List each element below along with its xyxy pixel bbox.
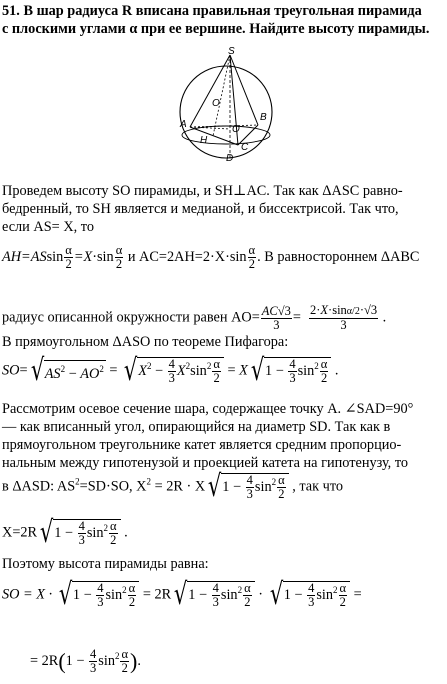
problem-number: 51.: [2, 3, 20, 19]
label-D: D: [226, 153, 234, 162]
text-line-3: если AS= X, то: [2, 219, 95, 235]
edge-SA: [190, 55, 230, 127]
final-eq2: = 2R: [142, 586, 172, 603]
asd-mid: =SD·SO, X: [79, 478, 147, 495]
sphere-pyramid-figure: [178, 47, 274, 162]
text-line-1: Проведем высоту SO пирамиды, и SH⊥AC. Так как ΔASC равно-: [2, 183, 403, 199]
asd-mid2: = 2R · X: [151, 478, 206, 495]
x-pre: X=2R: [2, 524, 38, 541]
problem-text-1: В шар радиуса R вписана правильная треугольная пирамида: [23, 3, 422, 19]
formula-asd: в ΔASD: $AS^2=SD\cdot SO$, $X^2 = 2R \cdot X√1$ − $\frac{4}{3}$ $\sin^2$ $\frac{\alpha}{2}$ , так что: [2, 469, 344, 504]
text-line-axial-4: нальным между гипотенузой и проекцией катета на гипотенузу, то: [2, 455, 409, 471]
formula-final-2: = 2R(1 − $\frac{4}{3}$ $\sin^2$ $\frac{\alpha}{2}$ ).: [30, 647, 141, 675]
text-line-pythagoras: В прямоугольном ΔASO по теореме Пифагора:: [2, 334, 289, 350]
asd-tail: , так что: [292, 478, 344, 495]
formula-final-1: SO = X · √1 − $\frac{4}{3}$ $\sin^2$ $\frac{\alpha}{2}$ = 2R√1 − $\frac{4}{3}$ $\sin^2$ $\frac{\alpha}{2}$ · √1 − $\frac{4}{3}$ $\sin^2$ $\frac{\alpha}{2}$ =: [2, 577, 362, 612]
problem-line-1: [2, 3, 422, 20]
formula-ac-text: и AC=2AH=2·X·sin: [127, 248, 247, 265]
final-last-pre: = 2R: [30, 652, 59, 669]
label-C: C: [241, 142, 249, 153]
label-O: O: [232, 124, 240, 135]
label-B: B: [260, 112, 267, 123]
final-last-post: .: [137, 652, 141, 669]
text-line-axial-1: Рассмотрим осевое сечение шара, содержащее точку A. ∠SAD=90°: [2, 401, 414, 417]
asd-pre: в ΔASD: AS: [2, 478, 76, 495]
final-pre: SO = X ·: [2, 586, 53, 603]
text-line-axial-3: прямоугольном треугольнике катет является средним пропорцио-: [2, 437, 402, 453]
text-line-axial-2: — как вписанный угол, опирающийся на диаметр SD. Так как в: [2, 419, 391, 435]
label-A: A: [180, 119, 187, 130]
problem-line-2: с плоскими углами α при ее вершине. Найдите высоту пирамиды.: [2, 21, 430, 37]
formula-ao: радиус описанной окружности равен AO= $\frac{AC√3}{3}$ = $\frac{2\cdot X\cdot\sin\alpha/2\cdot√3}{3}$ .: [2, 303, 387, 332]
text-line-2: бедренный, то SH является и медианой, и биссектрисой. Так что,: [2, 201, 399, 217]
label-S: S: [228, 47, 235, 57]
formula-x: X=2R√1 − $\frac{4}{3}$ $\sin^2$ $\frac{\alpha}{2}$ .: [2, 515, 128, 550]
label-H: H: [200, 135, 208, 146]
ao-text: радиус описанной окружности равен AO=: [2, 309, 260, 326]
formula-ah-ac: AH=ASsin $\frac{\alpha}{2}$ =X·sin $\frac{\alpha}{2}$ и AC=2AH=2·X·sin $\frac{\alpha}{2}$ . В равностороннем ΔABC: [2, 243, 420, 271]
text-line-height: Поэтому высота пирамиды равна:: [2, 556, 209, 572]
formula-ac-tail: . В равностороннем ΔABC: [257, 248, 420, 265]
formula-so: $SO=√AS^2 - AO^2 = √X^2$ − $\frac{4}{3}$ $X^2\sin^2$ $\frac{\alpha}{2}$ = X√1 − $\frac{4}{3}$ $\sin^2$ $\frac{\alpha}{2}$ .: [2, 353, 339, 388]
label-O1: O: [212, 98, 220, 109]
edge-SB: [230, 55, 258, 125]
